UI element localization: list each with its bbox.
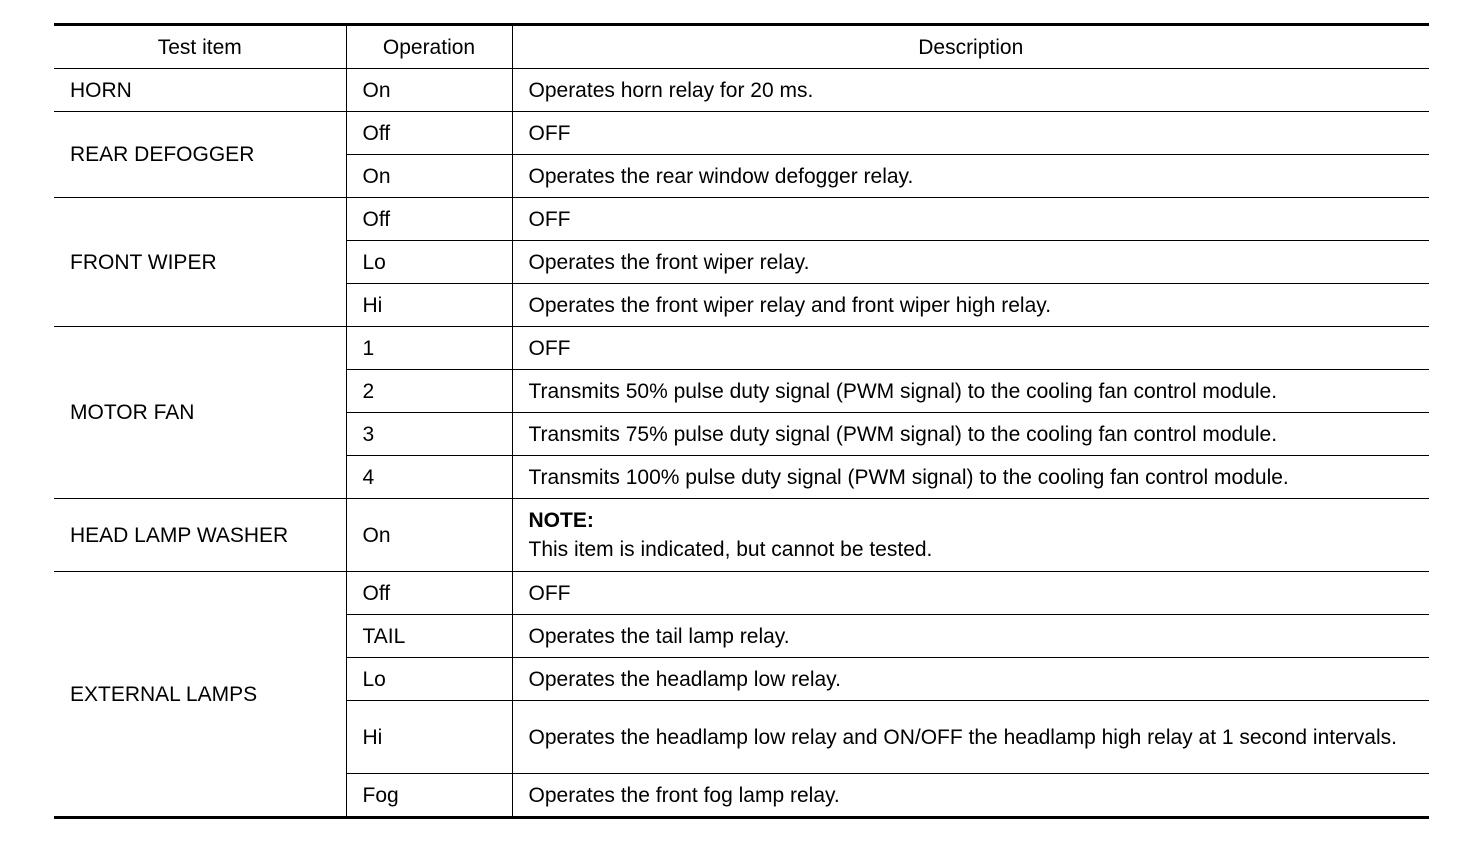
operation-cell: On: [346, 69, 512, 112]
operation-cell: TAIL: [346, 615, 512, 658]
header-operation: Operation: [346, 25, 512, 69]
description-cell: Operates the front wiper relay.: [512, 241, 1429, 284]
description-cell: Operates the rear window defogger relay.: [512, 155, 1429, 198]
table-row: [54, 499, 1429, 572]
description-cell: Transmits 50% pulse duty signal (PWM signal) to the cooling fan control module.: [512, 370, 1429, 413]
header-test-item: Test item: [54, 25, 346, 69]
description-cell: OFF: [512, 198, 1429, 241]
operation-cell: Fog: [346, 774, 512, 818]
operation-cell: 1: [346, 327, 512, 370]
table-row: [54, 198, 1429, 241]
operation-cell: Lo: [346, 241, 512, 284]
header-description: Description: [512, 25, 1429, 69]
operation-cell: Off: [346, 572, 512, 615]
operation-cell: On: [346, 155, 512, 198]
operation-cell: 2: [346, 370, 512, 413]
operation-cell: 4: [346, 456, 512, 499]
test-item-cell: HORN: [54, 69, 346, 112]
description-cell: Operates the front wiper relay and front wiper high relay.: [512, 284, 1429, 327]
operation-cell: Off: [346, 112, 512, 155]
operation-cell: 3: [346, 413, 512, 456]
description-cell: Operates horn relay for 20 ms.: [512, 69, 1429, 112]
description-cell: Operates the tail lamp relay.: [512, 615, 1429, 658]
note-text: This item is indicated, but cannot be tested.: [528, 538, 933, 561]
description-cell: OFF: [512, 572, 1429, 615]
description-cell: Transmits 75% pulse duty signal (PWM signal) to the cooling fan control module.: [512, 413, 1429, 456]
header-row: [54, 25, 1429, 69]
test-item-cell: MOTOR FAN: [54, 327, 346, 499]
operation-cell: Hi: [346, 284, 512, 327]
description-cell: Operates the headlamp low relay.: [512, 658, 1429, 701]
test-item-cell: HEAD LAMP WASHER: [54, 499, 346, 572]
note-title: NOTE:: [528, 509, 594, 532]
test-item-cell: FRONT WIPER: [54, 198, 346, 327]
table-row: [54, 327, 1429, 370]
description-cell: OFF: [512, 327, 1429, 370]
test-item-cell: EXTERNAL LAMPS: [54, 572, 346, 818]
description-cell: [512, 499, 1429, 572]
operation-cell: Lo: [346, 658, 512, 701]
description-cell: Operates the front fog lamp relay.: [512, 774, 1429, 818]
operation-cell: Off: [346, 198, 512, 241]
test-item-table: [54, 23, 1429, 819]
description-cell: Transmits 100% pulse duty signal (PWM signal) to the cooling fan control module.: [512, 456, 1429, 499]
description-cell: Operates the headlamp low relay and ON/OFF the headlamp high relay at 1 second intervals.: [512, 701, 1429, 774]
operation-cell: On: [346, 499, 512, 572]
test-item-cell: REAR DEFOGGER: [54, 112, 346, 198]
table-row: [54, 112, 1429, 155]
table-row: [54, 572, 1429, 615]
description-cell: OFF: [512, 112, 1429, 155]
table-row: [54, 69, 1429, 112]
operation-cell: Hi: [346, 701, 512, 774]
